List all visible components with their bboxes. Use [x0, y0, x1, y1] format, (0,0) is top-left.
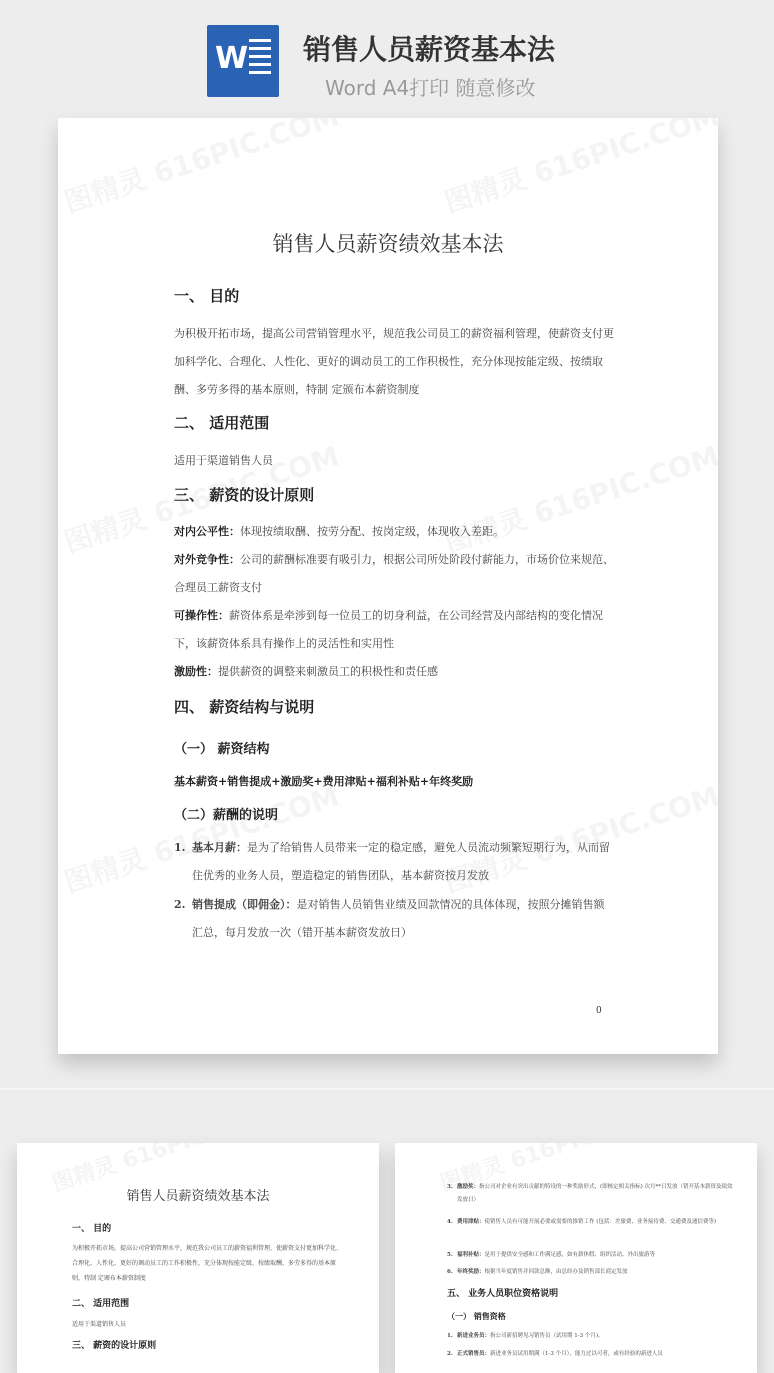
section-heading-scope: 二、 适用范围 [174, 414, 270, 432]
thumb-list-item [447, 1181, 737, 1207]
word-icon-lines [249, 39, 271, 79]
thumb-list-item [447, 1348, 737, 1361]
list-number: 3. [447, 1184, 453, 1190]
principle-label: 可操作性： [174, 609, 229, 622]
principle-fairness [174, 518, 614, 546]
list-number: 6. [447, 1269, 453, 1275]
item-label: 福利补贴： [457, 1252, 485, 1258]
principle-text: 公司的薪酬标准要有吸引力，根据公司所处阶段付薪能力，市场价位来规范、合理员工薪资支付 [174, 553, 614, 594]
document-page-preview [58, 118, 718, 1054]
watermark [439, 118, 718, 221]
thumb-list-item [447, 1216, 737, 1229]
principle-label: 对外竞争性： [174, 553, 240, 566]
list-number: 2. [174, 898, 186, 911]
principle-competitiveness [174, 546, 614, 602]
word-icon-letter: W [215, 41, 249, 76]
item-text: 是对销售人员销售业绩及回款情况的具体体现，按照分摊销售额汇总，每月发放一次（错开基本薪资发放日） [192, 898, 605, 939]
principle-operability [174, 602, 614, 658]
page-number: 0 [596, 1006, 602, 1016]
watermark [59, 118, 344, 221]
banner-subtitle: Word A4打印 随意修改 [325, 76, 536, 100]
subheading-pay-description: （二）薪酬的说明 [174, 808, 279, 823]
thumb-heading-qualifications: 五、 业务人员职位资格说明 [447, 1289, 559, 1299]
principle-text: 提供薪资的调整来刺激员工的积极性和责任感 [218, 665, 438, 678]
item-text: 根据当年度销售并回款总额，由总经办及销售部长商定发放 [484, 1269, 628, 1275]
list-text [192, 834, 614, 890]
item-text: 指公司对企业有突出贡献的特设的一种奖励形式，(即核定相关指标) 次月**日发放（错开基本薪资及绩效发放日） [457, 1184, 733, 1203]
banner-title: 销售人员薪资基本法 [303, 33, 556, 66]
thumb-list-item [447, 1249, 737, 1262]
list-number: 5. [447, 1252, 453, 1258]
document-title: 销售人员薪资绩效基本法 [272, 232, 504, 256]
divider [0, 1088, 774, 1090]
thumb-list-item [447, 1330, 737, 1343]
list-text [457, 1181, 737, 1207]
principle-incentive [174, 658, 614, 686]
principle-text: 体现按绩取酬、按劳分配、按岗定级，体现收入差距。 [240, 525, 504, 538]
list-item [174, 834, 614, 890]
principle-label: 激励性： [174, 665, 218, 678]
list-text [457, 1266, 737, 1279]
thumb-heading-principles: 三、 薪资的设计原则 [72, 1341, 157, 1351]
list-number: 2. [447, 1351, 453, 1357]
list-text [457, 1330, 737, 1343]
item-label: 激励奖： [457, 1184, 480, 1190]
list-number: 1. [447, 1333, 453, 1339]
salary-structure-formula: 基本薪资+销售提成+激励奖+费用津贴+福利补贴+年终奖励 [174, 775, 474, 788]
thumb-subheading-sales: （一） 销售资格 [447, 1311, 506, 1321]
principle-text: 薪资体系是牵涉到每一位员工的切身利益，在公司经营及内部结构的变化情况下，该薪资体系具有操作上的灵活性和实用性 [174, 609, 603, 650]
item-label: 新进业务员： [457, 1333, 491, 1339]
item-text: 使销售人员有可能开展必要或需要的推销工作 (包括：差旅费、业务接待费、交通费及通信费等) [484, 1219, 717, 1225]
thumb-list-item [447, 1266, 737, 1279]
item-text: 是用于提供安全感和工作满足感，如有薪休假、组织活动、外出旅游等 [484, 1252, 656, 1258]
thumb-body-purpose: 为积极开拓市场，提高公司营销管理水平，规范我公司员工的薪资福利管理，使薪资支付更加科学化、合理化、人性化、更好的调动员工的工作积极性，充分体现按能定级、按绩取酬、多劳多得的基本原则，特制 定颁布本薪资制度 [72, 1245, 343, 1282]
item-label: 年终奖励： [457, 1269, 485, 1275]
principle-label: 对内公平性： [174, 525, 240, 538]
item-text: 指公司新招聘见习销售员（试用期 1-3 个月)。 [490, 1333, 604, 1339]
list-text [457, 1249, 737, 1262]
thumb-title: 销售人员薪资绩效基本法 [126, 1189, 270, 1204]
item-label: 费用津贴： [457, 1219, 485, 1225]
list-number: 1. [174, 841, 186, 854]
list-item [174, 891, 614, 947]
list-text [192, 891, 614, 947]
item-label: 基本月薪： [192, 841, 247, 854]
thumb-heading-scope: 二、 适用范围 [72, 1299, 130, 1309]
thumb-body-scope: 适用于渠道销售人员 [72, 1321, 127, 1328]
item-label: 销售提成（即佣金）： [192, 898, 297, 911]
thumbnail-page-right [395, 1143, 757, 1373]
section-body-purpose: 为积极开拓市场，提高公司营销管理水平，规范我公司员工的薪资福利管理，使薪资支付更加科学化、合理化、人性化、更好的调动员工的工作积极性，充分体现按能定级、按绩取酬、多劳多得的基本原则，特制 定颁布本薪资制度 [174, 327, 614, 396]
subheading-salary-structure: （一） 薪资结构 [174, 742, 270, 757]
item-text: 新进业务员试用期满（1-3 个月），能力过以可者，或有经验的新进人员 [490, 1351, 663, 1357]
item-text: 是为了给销售人员带来一定的稳定感，避免人员流动频繁短期行为，从而留住优秀的业务人员，塑造稳定的销售团队，基本薪资按月发放 [192, 841, 610, 882]
header-banner [0, 0, 774, 110]
item-label: 正式销售员： [457, 1351, 491, 1357]
list-text [457, 1348, 737, 1361]
thumb-heading-purpose: 一、 目的 [72, 1224, 112, 1234]
section-body-scope: 适用于渠道销售人员 [174, 454, 273, 467]
section-heading-structure: 四、 薪资结构与说明 [174, 698, 315, 716]
section-heading-principles: 三、 薪资的设计原则 [174, 486, 315, 504]
list-number: 4. [447, 1219, 453, 1225]
word-file-icon [207, 25, 279, 97]
list-text [457, 1216, 737, 1229]
section-heading-purpose: 一、 目的 [174, 287, 240, 305]
thumbnail-page-left [17, 1143, 379, 1373]
